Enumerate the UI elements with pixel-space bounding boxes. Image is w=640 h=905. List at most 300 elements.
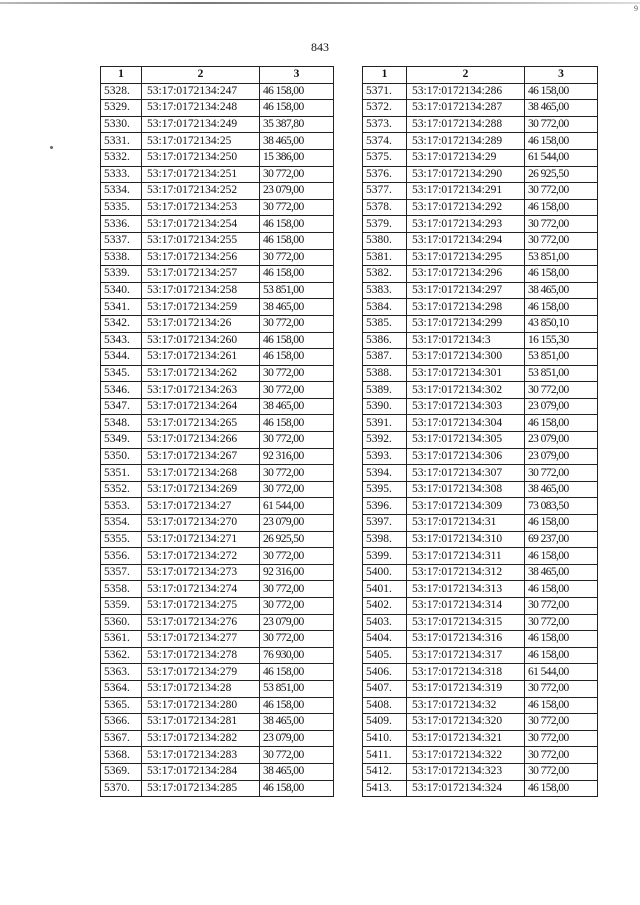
- cadastral-value: 23 079,00: [260, 614, 334, 631]
- cadastral-number: 53:17:0172134:310: [407, 531, 525, 548]
- table-row: [363, 116, 598, 133]
- cadastral-number: 53:17:0172134:311: [407, 548, 525, 565]
- row-number: 5333.: [101, 166, 142, 183]
- cadastral-value: 30 772,00: [525, 216, 598, 233]
- left-table: [100, 66, 334, 797]
- row-number: 5379.: [363, 216, 407, 233]
- table-row: [101, 83, 334, 100]
- row-number: 5334.: [101, 183, 142, 200]
- cadastral-value: 46 158,00: [260, 664, 334, 681]
- table-row: [101, 581, 334, 598]
- row-number: 5399.: [363, 548, 407, 565]
- cadastral-value: 46 158,00: [260, 332, 334, 349]
- cadastral-number: 53:17:0172134:294: [407, 232, 525, 249]
- table-row: [363, 498, 598, 515]
- cadastral-value: 53 851,00: [525, 349, 598, 366]
- table-row: [101, 100, 334, 117]
- cadastral-value: 38 465,00: [525, 282, 598, 299]
- cadastral-value: 30 772,00: [525, 763, 598, 780]
- left-table-body: [101, 83, 334, 797]
- right-table: [362, 66, 598, 797]
- table-row: [363, 448, 598, 465]
- cadastral-value: 30 772,00: [525, 382, 598, 399]
- corner-mark: 9: [634, 4, 638, 13]
- table-row: [101, 332, 334, 349]
- table-row: [101, 763, 334, 780]
- row-number: 5400.: [363, 564, 407, 581]
- table-row: [363, 647, 598, 664]
- table-row: [363, 398, 598, 415]
- row-number: 5402.: [363, 598, 407, 615]
- cadastral-value: 46 158,00: [260, 266, 334, 283]
- cadastral-number: 53:17:0172134:295: [407, 249, 525, 266]
- table-row: [363, 515, 598, 532]
- row-number: 5406.: [363, 664, 407, 681]
- cadastral-number: 53:17:0172134:273: [142, 564, 260, 581]
- table-row: [101, 216, 334, 233]
- row-number: 5410.: [363, 730, 407, 747]
- cadastral-value: 30 772,00: [260, 365, 334, 382]
- cadastral-number: 53:17:0172134:324: [407, 780, 525, 797]
- page-number: 843: [311, 40, 329, 54]
- row-number: 5367.: [101, 730, 142, 747]
- cadastral-value: 43 850,10: [525, 315, 598, 332]
- cadastral-number: 53:17:0172134:289: [407, 133, 525, 150]
- row-number: 5389.: [363, 382, 407, 399]
- cadastral-value: 92 316,00: [260, 564, 334, 581]
- cadastral-number: 53:17:0172134:279: [142, 664, 260, 681]
- cadastral-value: 46 158,00: [260, 349, 334, 366]
- row-number: 5343.: [101, 332, 142, 349]
- cadastral-number: 53:17:0172134:280: [142, 697, 260, 714]
- table-row: [101, 299, 334, 316]
- cadastral-number: 53:17:0172134:316: [407, 631, 525, 648]
- cadastral-number: 53:17:0172134:285: [142, 780, 260, 797]
- row-number: 5370.: [101, 780, 142, 797]
- table-row: [101, 365, 334, 382]
- cadastral-number: 53:17:0172134:323: [407, 763, 525, 780]
- row-number: 5366.: [101, 714, 142, 731]
- row-number: 5393.: [363, 448, 407, 465]
- table-row: [363, 315, 598, 332]
- cadastral-number: 53:17:0172134:283: [142, 747, 260, 764]
- cadastral-value: 30 772,00: [525, 730, 598, 747]
- cadastral-value: 46 158,00: [525, 83, 598, 100]
- table-row: [363, 199, 598, 216]
- row-number: 5398.: [363, 531, 407, 548]
- cadastral-value: 61 544,00: [525, 664, 598, 681]
- cadastral-value: 46 158,00: [525, 515, 598, 532]
- cadastral-value: 38 465,00: [260, 299, 334, 316]
- table-row: [363, 299, 598, 316]
- cadastral-value: 30 772,00: [260, 199, 334, 216]
- table-row: [363, 282, 598, 299]
- cadastral-number: 53:17:0172134:26: [142, 315, 260, 332]
- cadastral-number: 53:17:0172134:254: [142, 216, 260, 233]
- cadastral-value: 92 316,00: [260, 448, 334, 465]
- cadastral-value: 30 772,00: [260, 249, 334, 266]
- cadastral-value: 46 158,00: [525, 780, 598, 797]
- cadastral-number: 53:17:0172134:275: [142, 598, 260, 615]
- row-number: 5365.: [101, 697, 142, 714]
- row-number: 5386.: [363, 332, 407, 349]
- cadastral-value: 46 158,00: [525, 647, 598, 664]
- row-number: 5355.: [101, 531, 142, 548]
- cadastral-value: 61 544,00: [525, 149, 598, 166]
- cadastral-number: 53:17:0172134:260: [142, 332, 260, 349]
- cadastral-value: 30 772,00: [525, 614, 598, 631]
- cadastral-value: 30 772,00: [525, 747, 598, 764]
- row-number: 5336.: [101, 216, 142, 233]
- cadastral-number: 53:17:0172134:29: [407, 149, 525, 166]
- row-number: 5357.: [101, 564, 142, 581]
- table-row: [101, 349, 334, 366]
- cadastral-number: 53:17:0172134:315: [407, 614, 525, 631]
- cadastral-number: 53:17:0172134:32: [407, 697, 525, 714]
- cadastral-value: 46 158,00: [260, 415, 334, 432]
- cadastral-number: 53:17:0172134:281: [142, 714, 260, 731]
- table-row: [101, 631, 334, 648]
- table-row: [101, 232, 334, 249]
- cadastral-number: 53:17:0172134:302: [407, 382, 525, 399]
- cadastral-value: 23 079,00: [525, 398, 598, 415]
- cadastral-value: 53 851,00: [260, 282, 334, 299]
- row-number: 5388.: [363, 365, 407, 382]
- cadastral-number: 53:17:0172134:305: [407, 432, 525, 449]
- table-row: [363, 548, 598, 565]
- header-col-number: 1: [363, 67, 407, 84]
- row-number: 5338.: [101, 249, 142, 266]
- header-row: [363, 67, 598, 84]
- row-number: 5348.: [101, 415, 142, 432]
- row-number: 5390.: [363, 398, 407, 415]
- cadastral-number: 53:17:0172134:291: [407, 183, 525, 200]
- cadastral-value: 30 772,00: [260, 465, 334, 482]
- cadastral-number: 53:17:0172134:313: [407, 581, 525, 598]
- cadastral-value: 30 772,00: [525, 598, 598, 615]
- row-number: 5360.: [101, 614, 142, 631]
- table-row: [363, 680, 598, 697]
- table-row: [363, 415, 598, 432]
- row-number: 5340.: [101, 282, 142, 299]
- row-number: 5339.: [101, 266, 142, 283]
- cadastral-number: 53:17:0172134:282: [142, 730, 260, 747]
- cadastral-number: 53:17:0172134:265: [142, 415, 260, 432]
- cadastral-number: 53:17:0172134:261: [142, 349, 260, 366]
- table-row: [363, 100, 598, 117]
- row-number: 5373.: [363, 116, 407, 133]
- table-row: [101, 199, 334, 216]
- cadastral-number: 53:17:0172134:307: [407, 465, 525, 482]
- cadastral-number: 53:17:0172134:252: [142, 183, 260, 200]
- row-number: 5396.: [363, 498, 407, 515]
- table-row: [363, 249, 598, 266]
- table-row: [363, 216, 598, 233]
- cadastral-value: 46 158,00: [260, 780, 334, 797]
- cadastral-number: 53:17:0172134:272: [142, 548, 260, 565]
- cadastral-number: 53:17:0172134:267: [142, 448, 260, 465]
- table-row: [101, 149, 334, 166]
- cadastral-value: 30 772,00: [260, 481, 334, 498]
- cadastral-number: 53:17:0172134:248: [142, 100, 260, 117]
- cadastral-value: 30 772,00: [260, 747, 334, 764]
- cadastral-number: 53:17:0172134:286: [407, 83, 525, 100]
- cadastral-number: 53:17:0172134:287: [407, 100, 525, 117]
- row-number: 5375.: [363, 149, 407, 166]
- table-row: [101, 465, 334, 482]
- table-row: [363, 697, 598, 714]
- right-table-body: [363, 83, 598, 797]
- row-number: 5395.: [363, 481, 407, 498]
- scan-speck: [50, 146, 53, 149]
- cadastral-value: 30 772,00: [260, 382, 334, 399]
- table-row: [101, 647, 334, 664]
- cadastral-value: 16 155,30: [525, 332, 598, 349]
- cadastral-value: 46 158,00: [525, 415, 598, 432]
- row-number: 5384.: [363, 299, 407, 316]
- cadastral-number: 53:17:0172134:304: [407, 415, 525, 432]
- table-row: [101, 282, 334, 299]
- row-number: 5341.: [101, 299, 142, 316]
- row-number: 5330.: [101, 116, 142, 133]
- cadastral-number: 53:17:0172134:312: [407, 564, 525, 581]
- cadastral-number: 53:17:0172134:258: [142, 282, 260, 299]
- row-number: 5383.: [363, 282, 407, 299]
- cadastral-number: 53:17:0172134:266: [142, 432, 260, 449]
- table-row: [363, 349, 598, 366]
- row-number: 5349.: [101, 432, 142, 449]
- table-row: [363, 664, 598, 681]
- cadastral-number: 53:17:0172134:321: [407, 730, 525, 747]
- table-row: [363, 780, 598, 797]
- table-row: [101, 166, 334, 183]
- cadastral-value: 30 772,00: [525, 680, 598, 697]
- cadastral-number: 53:17:0172134:322: [407, 747, 525, 764]
- table-row: [363, 598, 598, 615]
- cadastral-value: 38 465,00: [260, 763, 334, 780]
- row-number: 5377.: [363, 183, 407, 200]
- cadastral-value: 46 158,00: [260, 83, 334, 100]
- cadastral-number: 53:17:0172134:263: [142, 382, 260, 399]
- cadastral-value: 15 386,00: [260, 149, 334, 166]
- cadastral-number: 53:17:0172134:317: [407, 647, 525, 664]
- cadastral-value: 38 465,00: [260, 398, 334, 415]
- cadastral-number: 53:17:0172134:300: [407, 349, 525, 366]
- cadastral-value: 30 772,00: [525, 714, 598, 731]
- cadastral-number: 53:17:0172134:308: [407, 481, 525, 498]
- row-number: 5331.: [101, 133, 142, 150]
- cadastral-number: 53:17:0172134:271: [142, 531, 260, 548]
- cadastral-number: 53:17:0172134:309: [407, 498, 525, 515]
- cadastral-number: 53:17:0172134:274: [142, 581, 260, 598]
- cadastral-value: 46 158,00: [260, 216, 334, 233]
- row-number: 5380.: [363, 232, 407, 249]
- cadastral-value: 46 158,00: [525, 548, 598, 565]
- cadastral-value: 46 158,00: [260, 232, 334, 249]
- cadastral-number: 53:17:0172134:268: [142, 465, 260, 482]
- row-number: 5405.: [363, 647, 407, 664]
- table-row: [363, 266, 598, 283]
- table-row: [101, 598, 334, 615]
- cadastral-number: 53:17:0172134:284: [142, 763, 260, 780]
- cadastral-value: 53 851,00: [525, 365, 598, 382]
- cadastral-number: 53:17:0172134:292: [407, 199, 525, 216]
- table-row: [363, 747, 598, 764]
- cadastral-number: 53:17:0172134:259: [142, 299, 260, 316]
- cadastral-value: 46 158,00: [525, 199, 598, 216]
- table-row: [101, 398, 334, 415]
- table-row: [363, 166, 598, 183]
- cadastral-value: 30 772,00: [525, 183, 598, 200]
- cadastral-value: 38 465,00: [525, 564, 598, 581]
- cadastral-value: 23 079,00: [525, 432, 598, 449]
- row-number: 5358.: [101, 581, 142, 598]
- cadastral-value: 53 851,00: [525, 249, 598, 266]
- table-row: [363, 382, 598, 399]
- cadastral-number: 53:17:0172134:290: [407, 166, 525, 183]
- row-number: 5332.: [101, 149, 142, 166]
- cadastral-number: 53:17:0172134:27: [142, 498, 260, 515]
- table-row: [101, 515, 334, 532]
- header-col-cadastral: 2: [407, 67, 525, 84]
- row-number: 5401.: [363, 581, 407, 598]
- row-number: 5413.: [363, 780, 407, 797]
- table-row: [363, 730, 598, 747]
- row-number: 5342.: [101, 315, 142, 332]
- table-row: [101, 564, 334, 581]
- table-row: [101, 481, 334, 498]
- cadastral-number: 53:17:0172134:278: [142, 647, 260, 664]
- row-number: 5371.: [363, 83, 407, 100]
- row-number: 5403.: [363, 614, 407, 631]
- cadastral-number: 53:17:0172134:256: [142, 249, 260, 266]
- table-row: [101, 730, 334, 747]
- table-row: [363, 564, 598, 581]
- cadastral-value: 76 930,00: [260, 647, 334, 664]
- table-row: [363, 83, 598, 100]
- table-row: [363, 465, 598, 482]
- row-number: 5408.: [363, 697, 407, 714]
- cadastral-number: 53:17:0172134:301: [407, 365, 525, 382]
- cadastral-number: 53:17:0172134:293: [407, 216, 525, 233]
- row-number: 5392.: [363, 432, 407, 449]
- table-row: [363, 183, 598, 200]
- cadastral-value: 30 772,00: [260, 315, 334, 332]
- row-number: 5354.: [101, 515, 142, 532]
- table-row: [101, 415, 334, 432]
- header-col-value: 3: [525, 67, 598, 84]
- table-row: [363, 631, 598, 648]
- cadastral-value: 46 158,00: [260, 697, 334, 714]
- row-number: 5337.: [101, 232, 142, 249]
- header-col-number: 1: [101, 67, 142, 84]
- table-row: [101, 432, 334, 449]
- table-row: [363, 232, 598, 249]
- cadastral-number: 53:17:0172134:314: [407, 598, 525, 615]
- cadastral-number: 53:17:0172134:247: [142, 83, 260, 100]
- row-number: 5368.: [101, 747, 142, 764]
- row-number: 5409.: [363, 714, 407, 731]
- row-number: 5347.: [101, 398, 142, 415]
- cadastral-value: 23 079,00: [525, 448, 598, 465]
- cadastral-number: 53:17:0172134:262: [142, 365, 260, 382]
- cadastral-value: 46 158,00: [525, 697, 598, 714]
- table-row: [101, 680, 334, 697]
- header-row: [101, 67, 334, 84]
- row-number: 5361.: [101, 631, 142, 648]
- row-number: 5372.: [363, 100, 407, 117]
- cadastral-value: 53 851,00: [260, 680, 334, 697]
- cadastral-value: 46 158,00: [525, 631, 598, 648]
- cadastral-number: 53:17:0172134:297: [407, 282, 525, 299]
- cadastral-value: 46 158,00: [525, 266, 598, 283]
- row-number: 5411.: [363, 747, 407, 764]
- table-row: [101, 714, 334, 731]
- cadastral-number: 53:17:0172134:25: [142, 133, 260, 150]
- cadastral-number: 53:17:0172134:319: [407, 680, 525, 697]
- row-number: 5381.: [363, 249, 407, 266]
- row-number: 5387.: [363, 349, 407, 366]
- row-number: 5364.: [101, 680, 142, 697]
- cadastral-value: 23 079,00: [260, 515, 334, 532]
- row-number: 5356.: [101, 548, 142, 565]
- cadastral-value: 30 772,00: [260, 581, 334, 598]
- cadastral-number: 53:17:0172134:269: [142, 481, 260, 498]
- cadastral-number: 53:17:0172134:264: [142, 398, 260, 415]
- cadastral-value: 46 158,00: [260, 100, 334, 117]
- table-row: [101, 133, 334, 150]
- table-row: [363, 614, 598, 631]
- table-row: [101, 531, 334, 548]
- cadastral-value: 38 465,00: [260, 714, 334, 731]
- table-row: [101, 747, 334, 764]
- cadastral-number: 53:17:0172134:303: [407, 398, 525, 415]
- cadastral-number: 53:17:0172134:276: [142, 614, 260, 631]
- cadastral-number: 53:17:0172134:298: [407, 299, 525, 316]
- cadastral-value: 26 925,50: [525, 166, 598, 183]
- cadastral-number: 53:17:0172134:299: [407, 315, 525, 332]
- cadastral-value: 30 772,00: [260, 166, 334, 183]
- cadastral-number: 53:17:0172134:288: [407, 116, 525, 133]
- table-row: [363, 332, 598, 349]
- table-row: [363, 714, 598, 731]
- cadastral-number: 53:17:0172134:31: [407, 515, 525, 532]
- row-number: 5335.: [101, 199, 142, 216]
- row-number: 5385.: [363, 315, 407, 332]
- header-col-cadastral: 2: [142, 67, 260, 84]
- cadastral-value: 23 079,00: [260, 183, 334, 200]
- row-number: 5328.: [101, 83, 142, 100]
- row-number: 5376.: [363, 166, 407, 183]
- table-row: [363, 432, 598, 449]
- row-number: 5352.: [101, 481, 142, 498]
- row-number: 5378.: [363, 199, 407, 216]
- table-row: [101, 183, 334, 200]
- cadastral-value: 30 772,00: [260, 631, 334, 648]
- scan-edge-line: [0, 2, 640, 4]
- table-row: [363, 581, 598, 598]
- row-number: 5344.: [101, 349, 142, 366]
- cadastral-number: 53:17:0172134:28: [142, 680, 260, 697]
- row-number: 5391.: [363, 415, 407, 432]
- cadastral-value: 38 465,00: [525, 481, 598, 498]
- cadastral-value: 23 079,00: [260, 730, 334, 747]
- table-row: [363, 133, 598, 150]
- cadastral-value: 30 772,00: [260, 432, 334, 449]
- cadastral-value: 30 772,00: [260, 548, 334, 565]
- table-row: [363, 481, 598, 498]
- row-number: 5394.: [363, 465, 407, 482]
